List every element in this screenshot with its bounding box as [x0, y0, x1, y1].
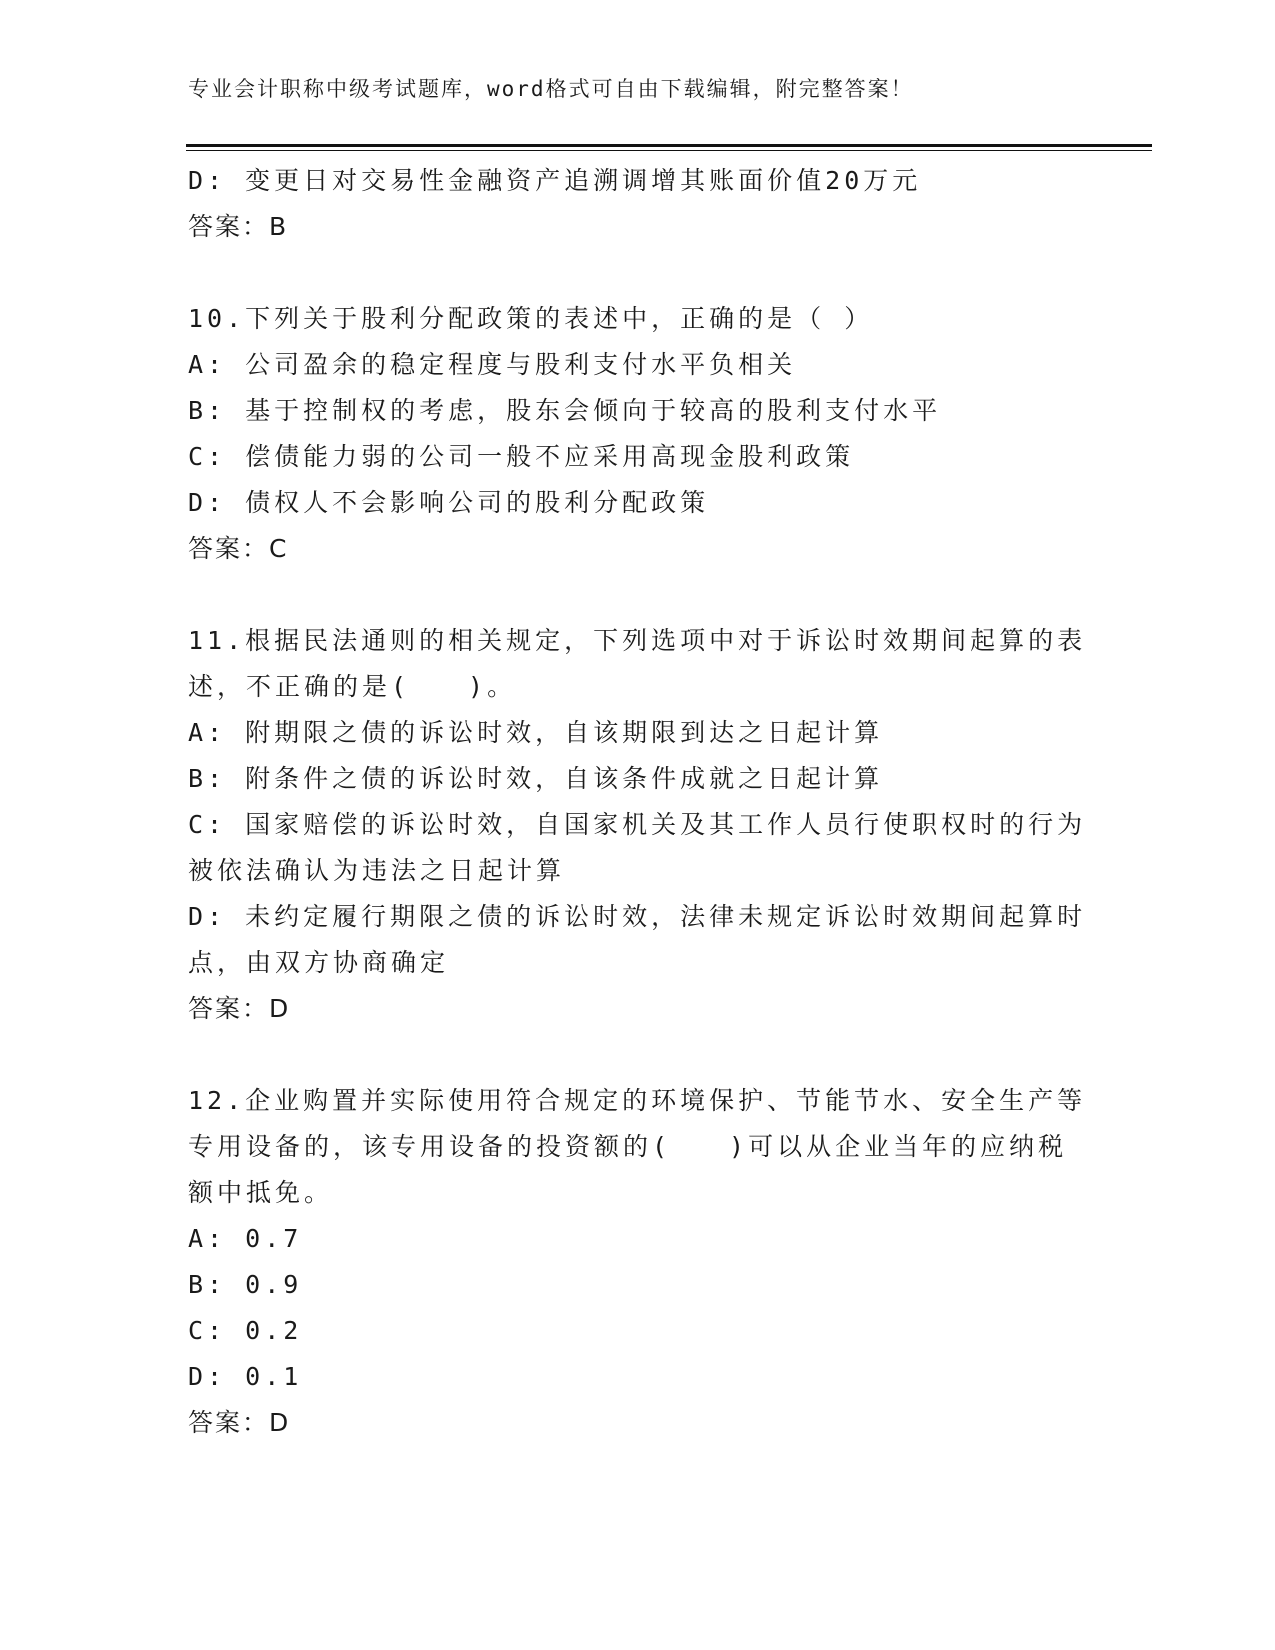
- option-line: A: 附期限之债的诉讼时效，自该期限到达之日起计算: [188, 718, 884, 747]
- option-line: B: 0.9: [188, 1270, 303, 1299]
- option-line: D: 债权人不会影响公司的股利分配政策: [188, 488, 710, 517]
- question-block: [188, 1078, 1088, 1446]
- option-line: B: 附条件之债的诉讼时效，自该条件成就之日起计算: [188, 764, 884, 793]
- option-line: B: 基于控制权的考虑，股东会倾向于较高的股利支付水平: [188, 396, 942, 425]
- question-block: [188, 296, 1088, 572]
- exam-content: [188, 158, 1088, 1446]
- answer: 答案：C: [188, 534, 289, 563]
- option-d: D: 变更日对交易性金融资产追溯调增其账面价值20万元: [188, 166, 922, 195]
- option-line: C: 国家赔偿的诉讼时效，自国家机关及其工作人员行使职权时的行为: [188, 810, 1087, 839]
- header-rule-thin: [186, 150, 1152, 151]
- header-rule-thick: [186, 144, 1152, 147]
- question-stem-line: 专用设备的，该专用设备的投资额的( )可以从企业当年的应纳税: [188, 1132, 1068, 1161]
- answer: 答案：B: [188, 212, 289, 241]
- option-line: 被依法确认为违法之日起计算: [188, 856, 566, 885]
- option-line: C: 偿债能力弱的公司一般不应采用高现金股利政策: [188, 442, 855, 471]
- option-line: A: 0.7: [188, 1224, 303, 1253]
- question-stem-line: 10.下列关于股利分配政策的表述中，正确的是（ ）: [188, 304, 874, 333]
- option-line: C: 0.2: [188, 1316, 303, 1345]
- question-stem-line: 额中抵免。: [188, 1178, 334, 1207]
- option-line: D: 未约定履行期限之债的诉讼时效，法律未规定诉讼时效期间起算时: [188, 902, 1087, 931]
- question-list: [188, 296, 1088, 1446]
- question-stem-line: 11.根据民法通则的相关规定，下列选项中对于诉讼时效期间起算的表: [188, 626, 1087, 655]
- option-line: 点，由双方协商确定: [188, 948, 450, 977]
- option-line: D: 0.1: [188, 1362, 303, 1391]
- prev-question-tail: [188, 158, 1088, 250]
- page-header: 专业会计职称中级考试题库，word格式可自由下载编辑，附完整答案！: [188, 77, 914, 101]
- question-stem-line: 述，不正确的是( )。: [188, 672, 517, 701]
- question-block: [188, 618, 1088, 1032]
- answer: 答案：D: [188, 994, 291, 1023]
- answer: 答案：D: [188, 1408, 291, 1437]
- question-stem-line: 12.企业购置并实际使用符合规定的环境保护、节能节水、安全生产等: [188, 1086, 1087, 1115]
- option-line: A: 公司盈余的稳定程度与股利支付水平负相关: [188, 350, 797, 379]
